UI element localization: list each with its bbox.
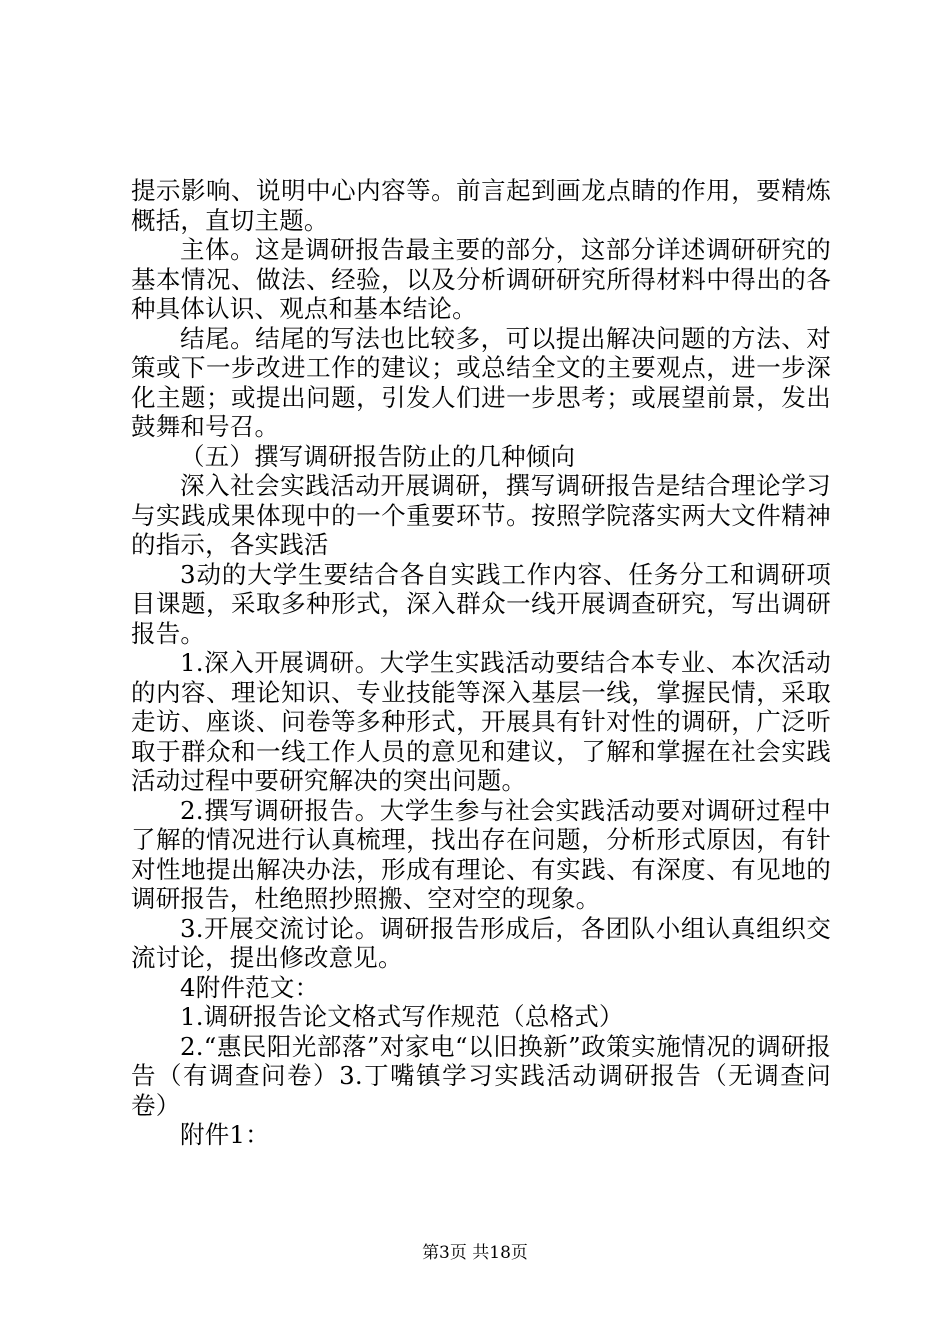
paragraph-2: 主体。这是调研报告最主要的部分，这部分详述调研研究的基本情况、做法、经验，以及分析调研研究所得材料中得出的各种具体认识、观点和基本结论。 [131,235,831,323]
paragraph-6: 3动的大学生要结合各自实践工作内容、任务分工和调研项目课题，采取多种形式，深入群众一线开展调查研究，写出调研报告。 [131,559,831,648]
paragraph-1: 提示影响、说明中心内容等。前言起到画龙点睛的作用，要精炼概括，直切主题。 [131,176,831,235]
paragraph-10: 4附件范文： [180,972,320,1002]
paragraph-3: 结尾。结尾的写法也比较多，可以提出解决问题的方法、对策或下一步改进工作的建议；或总结全文的主要观点，进一步深化主题；或提出问题，引发人们进一步思考；或展望前景，发出鼓舞和号召。 [131,323,831,441]
section-heading: （五）撰写调研报告防止的几种倾向 [180,441,576,471]
paragraph-9: 3.开展交流讨论。调研报告形成后，各团队小组认真组织交流讨论，提出修改意见。 [131,913,831,972]
page-number-label: 第3页 共18页 [422,1243,528,1263]
paragraph-8: 2.撰写调研报告。大学生参与社会实践活动要对调研过程中了解的情况进行认真梳理，找出存在问题，分析形式原因，有针对性地提出解决办法，形成有理论、有实践、有深度、有见地的调研报告，杜绝照抄照搬、空对空的现象。 [131,795,831,913]
paragraph-7: 1.深入开展调研。大学生实践活动要结合本专业、本次活动的内容、理论知识、专业技能等深入基层一线，掌握民情，采取走访、座谈、问卷等多种形式，开展具有针对性的调研，广泛听取于群众和一线工作人员的意见和建议，了解和掌握在社会实践活动过程中要研究解决的突出问题。 [131,648,831,795]
page-footer [0,1243,950,1263]
paragraph-12: 2.“惠民阳光部落”对家电“以旧换新”政策实施情况的调研报告（有调查问卷）3.丁嘴镇学习实践活动调研报告（无调查问卷） [131,1031,831,1120]
paragraph-13: 附件1： [180,1120,270,1149]
document-body [131,176,831,1150]
paragraph-5: 深入社会实践活动开展调研，撰写调研报告是结合理论学习与实践成果体现中的一个重要环节。按照学院落实两大文件精神的指示，各实践活 [131,471,831,559]
paragraph-11: 1.调研报告论文格式写作规范（总格式） [180,1002,624,1031]
